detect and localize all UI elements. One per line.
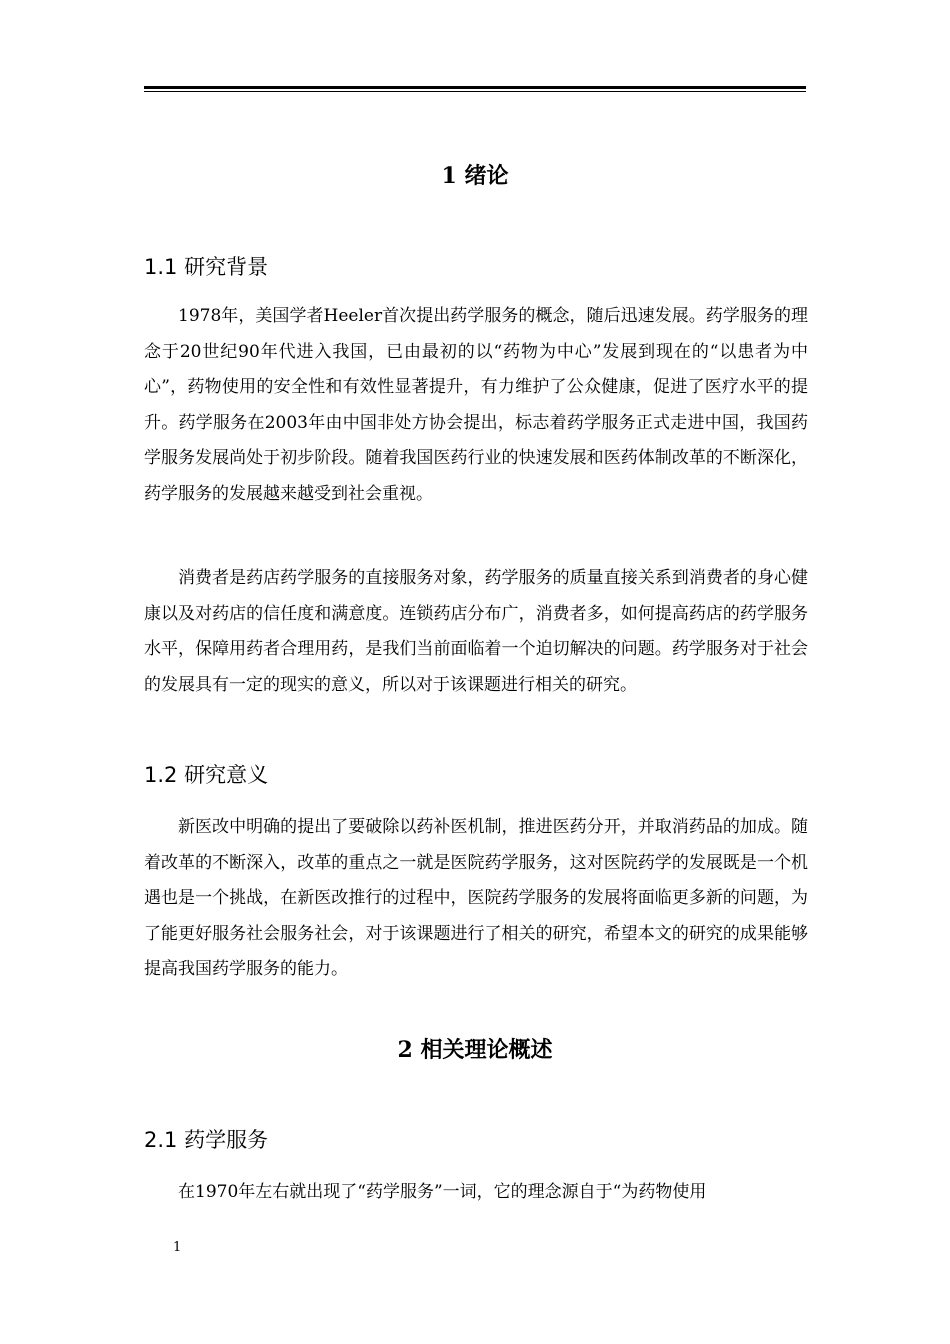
paragraph-research-background-2: 消费者是药店药学服务的直接服务对象，药学服务的质量直接关系到消费者的身心健康以及对药店的信任度和满意度。连锁药店分布广，消费者多，如何提高药店的药学服务水平，保障用药者合理用药，是我们当前面临着一个迫切解决的问题。药学服务对于社会的发展具有一定的现实的意义，所以对于该课题进行相关的研究。 xyxy=(144,568,808,695)
paragraph-pharmaceutical-care: 在1970年左右就出现了“药学服务”一词，它的理念源自于“为药物使用 xyxy=(178,1182,707,1202)
chapter-2-title: 2 相关理论概述 xyxy=(397,1037,553,1063)
chapter-1-title: 1 绪论 xyxy=(441,163,509,189)
page-number: 1 xyxy=(173,1240,182,1255)
section-1-1-title: 1.1 研究背景 xyxy=(144,255,269,279)
section-2-1-title: 2.1 药学服务 xyxy=(144,1128,269,1152)
paragraph-research-significance: 新医改中明确的提出了要破除以药补医机制，推进医药分开，并取消药品的加成。随着改革的不断深入，改革的重点之一就是医院药学服务，这对医院药学的发展既是一个机遇也是一个挑战，在新医改推行的过程中，医院药学服务的发展将面临更多新的问题，为了能更好服务社会服务社会，对于该课题进行了相关的研究，希望本文的研究的成果能够提高我国药学服务的能力。 xyxy=(144,817,808,979)
header-rule xyxy=(144,86,806,89)
paragraph-research-background-1: 1978年，美国学者Heeler首次提出药学服务的概念，随后迅速发展。药学服务的理念于20世纪90年代进入我国，已由最初的以“药物为中心”发展到现在的“以患者为中心”，药物使用的安全性和有效性显著提升，有力维护了公众健康，促进了医疗水平的提升。药学服务在2003年由中国非处方协会提出，标志着药学服务正式走进中国，我国药学服务发展尚处于初步阶段。随着我国医药行业的快速发展和医药体制改革的不断深化，药学服务的发展越来越受到社会重视。 xyxy=(144,306,808,504)
section-1-2-title: 1.2 研究意义 xyxy=(144,763,269,787)
header-rule-thin xyxy=(144,91,806,92)
